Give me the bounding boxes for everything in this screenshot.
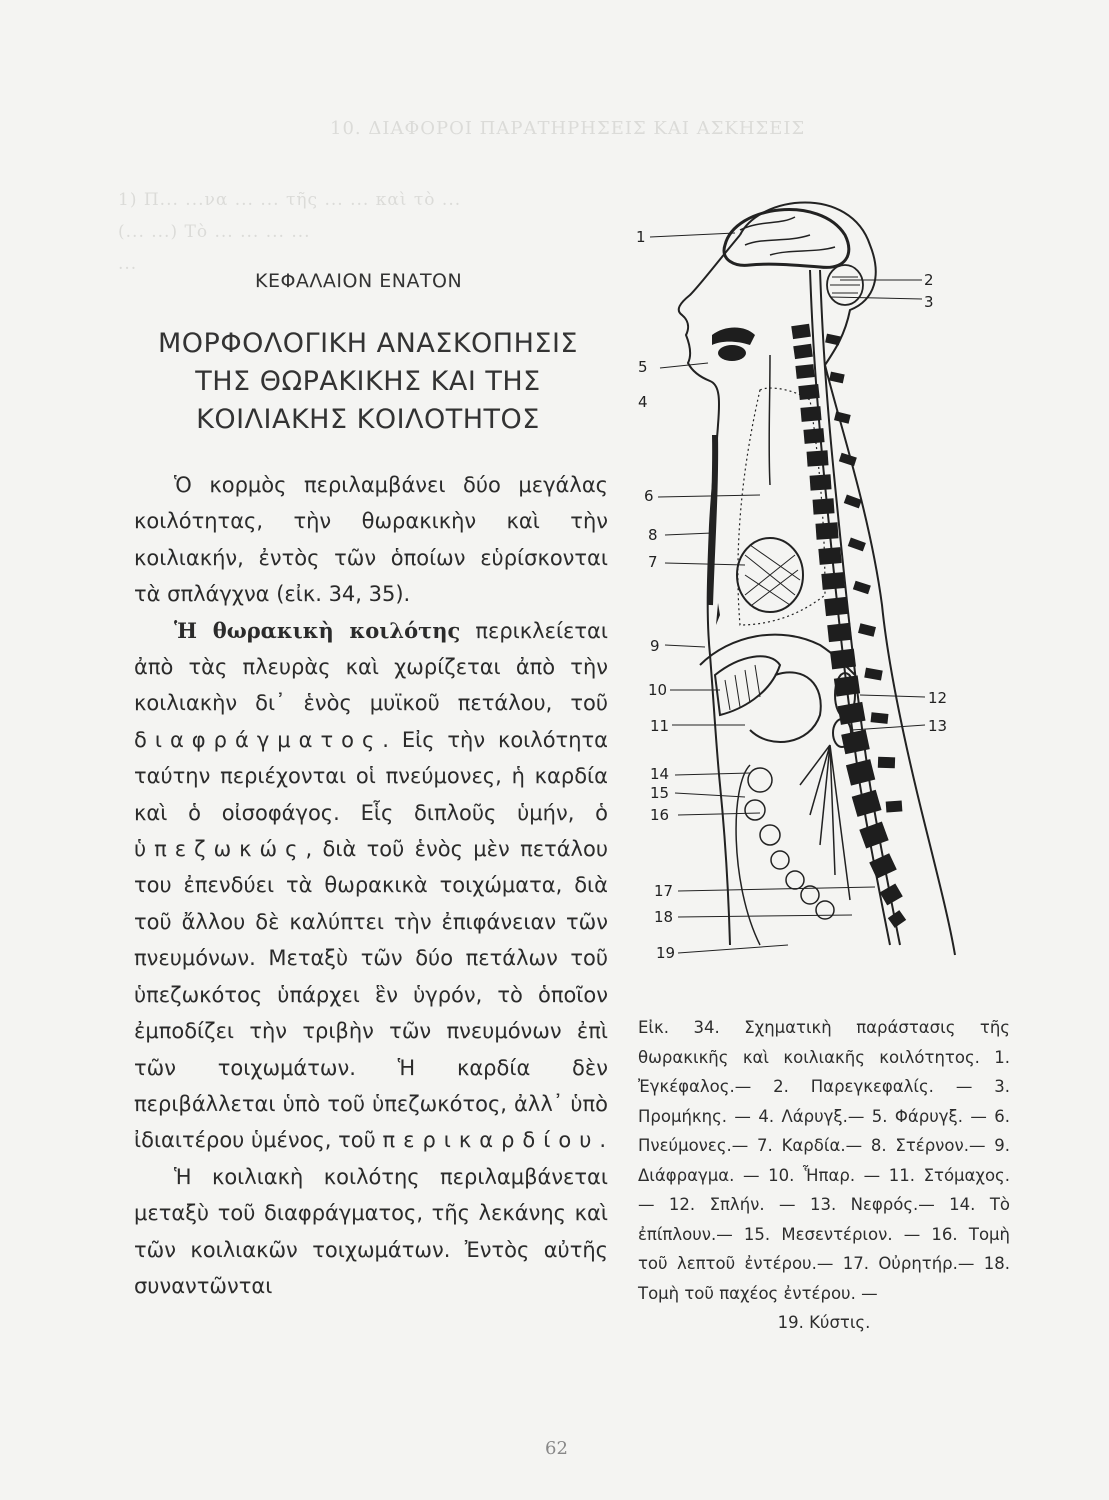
title-line: ΤΗΣ ΘΩΡΑΚΙΚΗΣ ΚΑΙ ΤΗΣ bbox=[195, 366, 541, 397]
figure-label: 10 bbox=[648, 681, 668, 699]
figure-label: 7 bbox=[648, 553, 658, 571]
figure-label: 16 bbox=[650, 806, 670, 824]
figure-label: 17 bbox=[654, 882, 674, 900]
body-text bbox=[134, 467, 608, 1304]
chapter-heading: ΚΕΦΑΛΑΙΟΝ ΕΝΑΤΟΝ bbox=[255, 270, 463, 292]
figure-label: 8 bbox=[648, 526, 658, 544]
paragraph-1: Ὁ κορμὸς περιλαμβάνει δύο μεγάλας κοιλότητας, τὴν θωρακικὴν καὶ τὴν κοιλιακήν, ἐντὸς τῶν ὁποίων εὑρίσκονται τὰ σπλάγχνα (εἰκ. 34, 35). bbox=[134, 473, 608, 607]
text-run: . Εἰς τὴν κοιλότητα ταύτην περιέχονται οἱ πνεύμονες, ἡ καρδία καὶ ὁ οἰσοφάγος. Εἷς διπλοῦς ὑμήν, ὁ bbox=[134, 727, 608, 825]
title-line: ΚΟΙΛΙΑΚΗΣ ΚΟΙΛΟΤΗΤΟΣ bbox=[196, 404, 540, 435]
spaced-term: περικαρδίου bbox=[382, 1128, 600, 1153]
paragraph-3: Ἡ κοιλιακὴ κοιλότης περιλαμβάνεται μεταξὺ τοῦ διαφράγματος, τῆς λεκάνης καὶ τῶν κοιλιακῶν τοιχωμάτων. Ἐντὸς αὐτῆς συναντῶνται bbox=[134, 1164, 608, 1298]
bleed-through-line: (... ...) Τὸ ... ... ... ... bbox=[118, 222, 311, 242]
spaced-term: διαφράγματος bbox=[134, 727, 383, 752]
body-outline-back bbox=[740, 203, 955, 956]
figure-label: 5 bbox=[638, 358, 648, 376]
anatomy-figure bbox=[620, 185, 980, 975]
figure-label: 14 bbox=[650, 765, 670, 783]
figure-label: 1 bbox=[636, 228, 646, 246]
page-number: 62 bbox=[545, 1438, 568, 1459]
trachea-line bbox=[769, 355, 770, 485]
sternum-shape bbox=[710, 435, 715, 605]
leader-lines bbox=[650, 233, 925, 953]
bleed-through-line: 1) Π... ...να ... ... τῆς ... ... καὶ τὸ ... bbox=[118, 190, 462, 210]
bleed-through-heading: 10. ΔΙΑΦΟΡΟΙ ΠΑΡΑΤΗΡΗΣΕΙΣ ΚΑΙ ΑΣΚΗΣΕΙΣ bbox=[330, 118, 806, 139]
mouth-region bbox=[712, 328, 755, 626]
cerebellum-lines bbox=[830, 277, 860, 293]
figure-label: 12 bbox=[928, 689, 948, 707]
lung-region bbox=[738, 388, 825, 625]
figure-label: 18 bbox=[654, 908, 674, 926]
text-run: , διὰ τοῦ ἑνὸς μὲν πετάλου του ἐπενδύει τὰ θωρακικὰ τοιχώματα, διὰ τοῦ ἄλλου δὲ καλύπτει τὴν ἐπιφάνειαν τῶν πνευμόνων. Μεταξὺ τῶν δύο πετάλων τοῦ ὑπεζωκότος ὑπάρχει ἓν ὑγρόν, τὸ ὁποῖον ἐμποδίζει τὴν τριβὴν τῶν πνευμόνων ἐπὶ τῶν τοιχωμάτων. Ἡ καρδία δὲν περιβάλλεται ὑπὸ τοῦ ὑπεζωκότος, ἀλλ᾽ ὑπὸ ἰδιαιτέρου ὑμένος, τοῦ bbox=[134, 837, 608, 1153]
vertebrae-group bbox=[791, 324, 906, 928]
liver-hatching bbox=[725, 665, 760, 710]
figure-label: 3 bbox=[924, 293, 934, 311]
section-title bbox=[128, 325, 608, 439]
figure-label: 6 bbox=[644, 487, 654, 505]
heart-hatching bbox=[745, 545, 800, 605]
figure-caption bbox=[638, 1013, 1010, 1338]
brain-shape bbox=[724, 210, 849, 268]
brain-folds bbox=[740, 217, 835, 255]
figure-label: 2 bbox=[924, 271, 934, 289]
figure-label: 19 bbox=[656, 944, 676, 962]
spaced-term: ὑπεζωκώς bbox=[134, 837, 306, 862]
stomach-shape bbox=[750, 672, 821, 742]
figure-label: 15 bbox=[650, 784, 670, 802]
bold-term: Ἡ θωρακικὴ κοιλότης bbox=[174, 617, 461, 643]
figure-label: 13 bbox=[928, 717, 948, 735]
figure-label: 11 bbox=[650, 717, 670, 735]
figure-label: 9 bbox=[650, 637, 660, 655]
caption-text: Εἰκ. 34. Σχηματικὴ παράστασις τῆς θωρακικῆς καὶ κοιλιακῆς κοιλότητος. 1. Ἐγκέφαλος.— 2. Παρεγκεφαλίς. — 3. Προμήκης. — 4. Λάρυγξ.— 5. Φάρυγξ. — 6. Πνεύμονες.— 7. Καρδία.— 8. Στέρνον.— 9. Διάφραγμα. — 10. Ἧπαρ. — 11. Στόμαχος. — 12. Σπλήν. — 13. Νεφρός.— 14. Τὸ ἐπίπλουν.— 15. Μεσεντέριον. — 16. Τομὴ τοῦ λεπτοῦ ἐντέρου.— 17. Οὐρητήρ.— 18. Τομὴ τοῦ παχέος ἐντέρου. — bbox=[638, 1018, 1010, 1303]
text-run: . bbox=[599, 1128, 607, 1153]
figure-label: 4 bbox=[638, 393, 648, 411]
paragraph-2 bbox=[134, 613, 608, 1159]
title-line: ΜΟΡΦΟΛΟΓΙΚΗ ΑΝΑΣΚΟΠΗΣΙΣ bbox=[158, 328, 578, 359]
caption-last-line: 19. Κύστις. bbox=[777, 1313, 871, 1332]
bleed-through-line: ... bbox=[118, 254, 138, 274]
text-run: περικλείεται ἀπὸ τὰς πλευρὰς καὶ χωρίζεται ἀπὸ τὴν κοιλιακὴν δι᾽ ἑνὸς μυϊκοῦ πετάλου, τοῦ bbox=[134, 618, 608, 716]
